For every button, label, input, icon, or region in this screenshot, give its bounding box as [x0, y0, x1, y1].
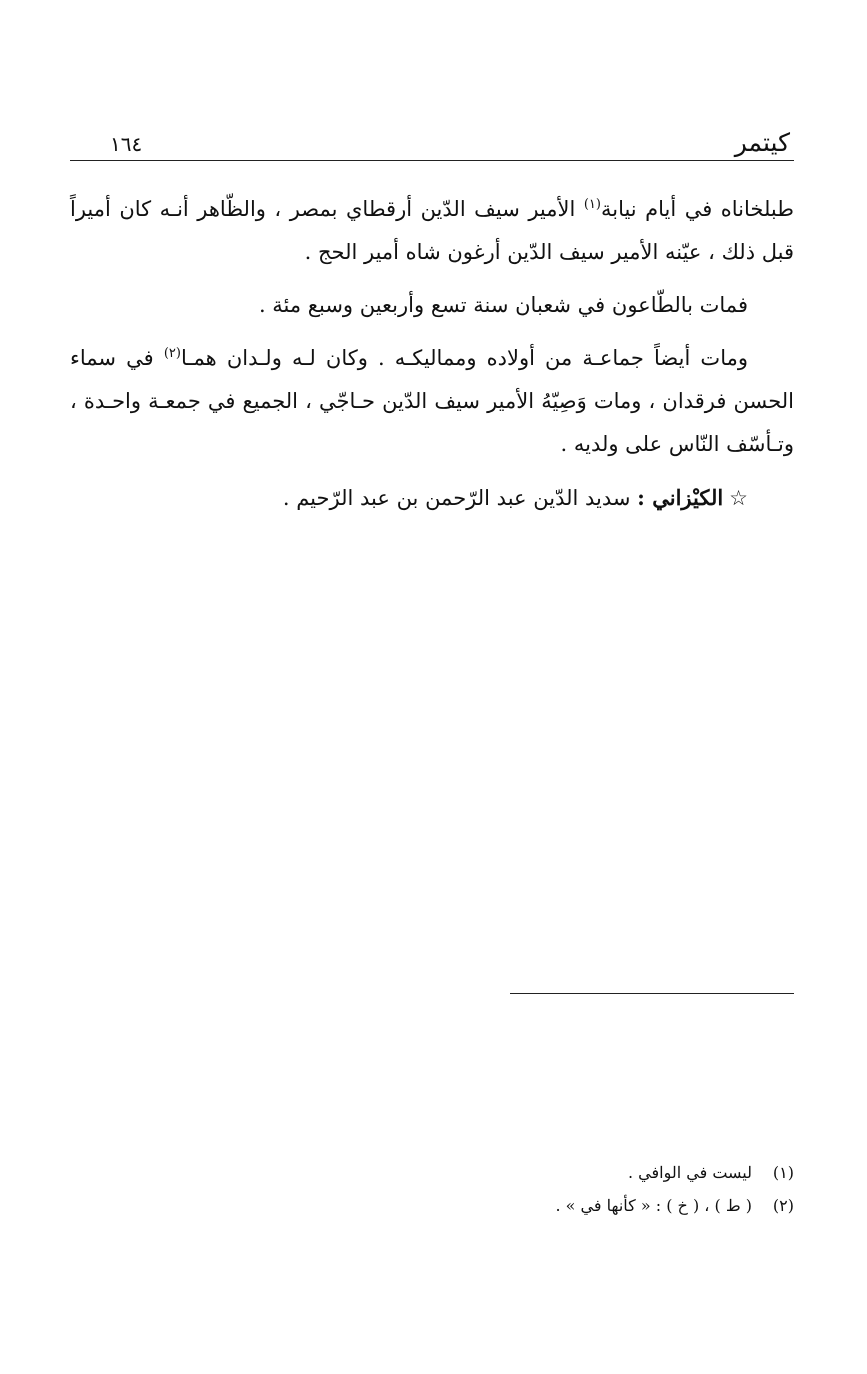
footnote-1-text: ليست في الوافي . [627, 1163, 752, 1182]
footnote-2-mark: (٢) [772, 1196, 794, 1215]
footnote-ref-2: (٢) [163, 346, 181, 361]
main-text [70, 188, 794, 530]
footnote-2-text: ( ط ) ، ( خ ) : « كأنها في » . [555, 1196, 752, 1215]
paragraph-3 [70, 337, 794, 466]
paragraph-1 [70, 188, 794, 274]
footnote-1-mark: (١) [772, 1163, 794, 1182]
footnote-divider [510, 993, 794, 994]
entry-description: سديد الدّين عبد الرّحمن بن عبد الرّحيم . [282, 486, 638, 510]
paragraph-3-text-b: في سماء الحسن فرقدان ، ومات وَصِيّهُ الأمير سيف الدّين حـاجّي ، الجميع في جمعـة واحـدة ، وتـأسّف النّاس على ولديه . [70, 346, 794, 456]
paragraph-3-text-a: ومات أيضاً جماعـة من أولاده ومماليكـه . وكان لـه ولـدان همـا [180, 346, 748, 370]
footnote-2 [300, 1189, 794, 1222]
header-divider [70, 160, 794, 161]
page-header [70, 126, 794, 162]
page-number: ١٦٤ [110, 132, 143, 156]
footnote-ref-1: (١) [583, 197, 601, 212]
footnotes [300, 1156, 794, 1222]
star-icon: ☆ [729, 486, 748, 510]
entry-heading [70, 476, 794, 520]
paragraph-2: فمات بالطّاعون في شعبان سنة تسع وأربعين وسبع مئة . [258, 293, 748, 317]
footnote-1 [300, 1156, 794, 1189]
entry-name: الكيْزاني : [637, 485, 724, 510]
paragraph-1-text-b: الأمير سيف الدّين أرقطاي بمصر ، والظّاهر أنـه كان أميراً قبل ذلك ، عيّنه الأمير سيف الدّين أرغون شاه أمير الحج . [70, 197, 794, 264]
running-title: كيتمر [734, 128, 790, 157]
paragraph-1-text-a: طبلخاناه في أيام نيابة [600, 197, 794, 221]
